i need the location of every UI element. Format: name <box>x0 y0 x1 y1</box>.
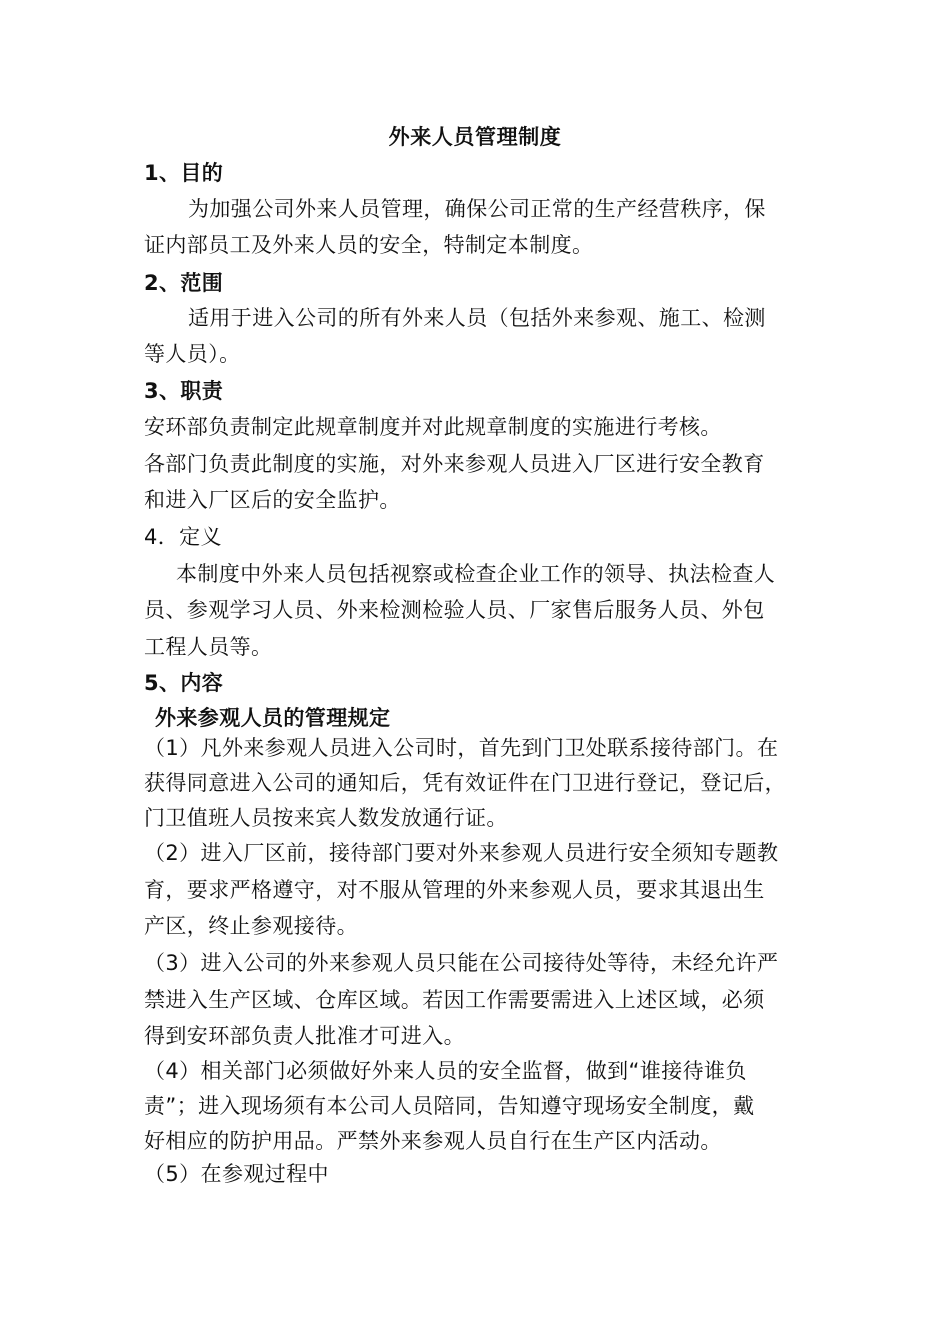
section-heading-scope: 2、范围 <box>144 271 224 295</box>
paragraph-line: 安环部负责制定此规章制度并对此规章制度的实施进行考核。 <box>144 415 722 439</box>
document-title: 外来人员管理制度 <box>388 125 562 149</box>
list-item-line: 得到安环部负责人批准才可进入。 <box>144 1024 465 1048</box>
list-item-line: （1）凡外来参观人员进入公司时，首先到门卫处联系接待部门。在 <box>144 736 779 760</box>
list-item-line: 产区，终止参观接待。 <box>144 914 358 938</box>
list-item-line: 禁进入生产区域、仓库区域。若因工作需要需进入上述区域，必须 <box>144 988 765 1012</box>
list-item-line: 获得同意进入公司的通知后，凭有效证件在门卫进行登记，登记后， <box>144 771 786 795</box>
section-heading-content: 5、内容 <box>144 671 224 695</box>
list-item-line: 责”；进入现场须有本公司人员陪同，告知遵守现场安全制度，戴 <box>144 1094 755 1118</box>
list-item-line: （3）进入公司的外来参观人员只能在公司接待处等待，未经允许严 <box>144 951 779 975</box>
list-item-line: 育，要求严格遵守，对不服从管理的外来参观人员，要求其退出生 <box>144 878 765 902</box>
list-item-line: 好相应的防护用品。严禁外来参观人员自行在生产区内活动。 <box>144 1129 722 1153</box>
paragraph-line: 本制度中外来人员包括视察或检查企业工作的领导、执法检查人 <box>176 562 776 586</box>
paragraph-line: 工程人员等。 <box>144 635 273 659</box>
section-heading-definition: 4．定义 <box>144 525 222 549</box>
paragraph-line: 和进入厂区后的安全监护。 <box>144 488 401 512</box>
subsection-heading: 外来参观人员的管理规定 <box>155 706 391 730</box>
paragraph-line: 适用于进入公司的所有外来人员（包括外来参观、施工、检测 <box>188 306 766 330</box>
paragraph-line: 证内部员工及外来人员的安全，特制定本制度。 <box>144 233 594 257</box>
list-item-line: （4）相关部门必须做好外来人员的安全监督，做到“谁接待谁负 <box>144 1059 747 1083</box>
list-item-line: （5）在参观过程中 <box>144 1162 329 1186</box>
paragraph-line: 为加强公司外来人员管理，确保公司正常的生产经营秩序，保 <box>188 197 766 221</box>
list-item-line: 门卫值班人员按来宾人数发放通行证。 <box>144 806 508 830</box>
section-heading-purpose: 1、目的 <box>144 161 224 185</box>
paragraph-line: 等人员）。 <box>144 342 241 366</box>
section-heading-duties: 3、职责 <box>144 379 224 403</box>
list-item-line: （2）进入厂区前，接待部门要对外来参观人员进行安全须知专题教 <box>144 841 779 865</box>
paragraph-line: 各部门负责此制度的实施，对外来参观人员进入厂区进行安全教育 <box>144 452 765 476</box>
paragraph-line: 员、参观学习人员、外来检测检验人员、厂家售后服务人员、外包 <box>144 598 765 622</box>
